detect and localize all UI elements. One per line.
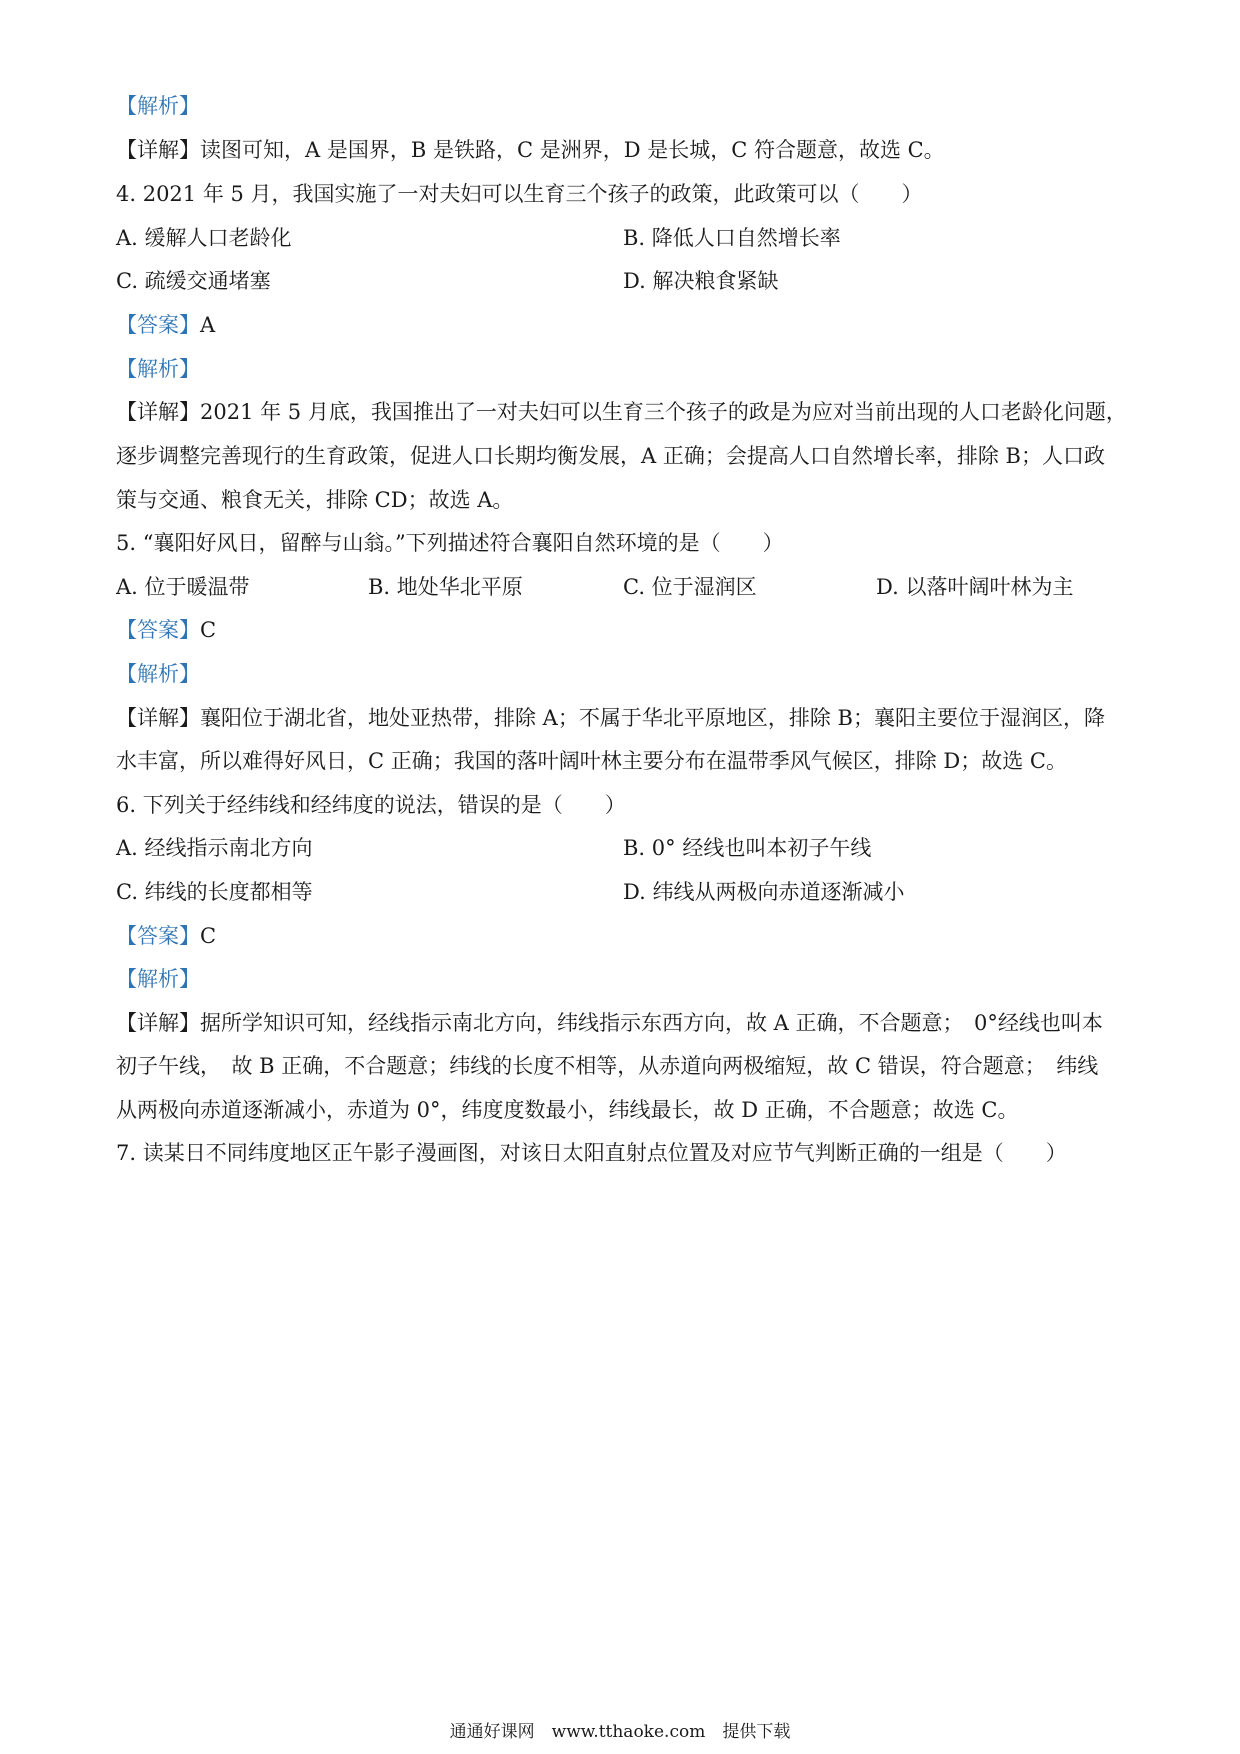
question-5-answer: 【答案】C (116, 618, 217, 642)
option-c: C. 纬线的长度都相等 (116, 880, 313, 904)
detail-text: 读图可知，A 是国界，B 是铁路，C 是洲界，D 是长城，C 符合题意，故选 C。 (200, 138, 945, 162)
question-5-detail-line-1: 【详解】襄阳位于湖北省，地处亚热带，排除 A；不属于华北平原地区，排除 B；襄阳主要位于湿润区，降 (116, 706, 1105, 730)
analysis-heading: 【解析】 (116, 94, 200, 118)
option-b: B. 降低人口自然增长率 (623, 226, 841, 250)
question-5-analysis-heading: 【解析】 (116, 662, 200, 686)
question-4-answer: 【答案】A (116, 313, 216, 337)
question-4-detail-line-3: 策与交通、粮食无关，排除 CD；故选 A。 (116, 488, 514, 512)
question-6-answer: 【答案】C (116, 924, 217, 948)
question-4-options-row-1 (116, 224, 1136, 252)
question-4-analysis-heading: 【解析】 (116, 357, 200, 381)
option-b: B. 地处华北平原 (368, 575, 523, 599)
question-6-detail-line-2: 初子午线， 故 B 正确，不合题意；纬线的长度不相等，从赤道向两极缩短，故 C 错误，符合题意； 纬线 (116, 1054, 1099, 1078)
question-6-options-row-2 (116, 878, 1136, 906)
question-5-detail-line-2: 水丰富，所以难得好风日，C 正确；我国的落叶阔叶林主要分布在温带季风气候区，排除 D；故选 C。 (116, 749, 1067, 773)
question-4-stem: 4. 2021 年 5 月，我国实施了一对夫妇可以生育三个孩子的政策，此政策可以（ ） (116, 182, 923, 206)
option-d: D. 解决粮食紧缺 (623, 269, 779, 293)
detail-paragraph (116, 136, 945, 164)
question-6-analysis-heading: 【解析】 (116, 967, 200, 991)
option-c: C. 位于湿润区 (623, 575, 757, 599)
option-d: D. 纬线从两极向赤道逐渐减小 (623, 880, 905, 904)
option-c: C. 疏缓交通堵塞 (116, 269, 271, 293)
question-6-detail-line-3: 从两极向赤道逐渐减小，赤道为 0°，纬度度数最小，纬线最长，故 D 正确，不合题意；故选 C。 (116, 1098, 1019, 1122)
question-4-detail-line-1: 【详解】2021 年 5 月底，我国推出了一对夫妇可以生育三个孩子的政是为应对当前出现的人口老龄化问题， (116, 400, 1127, 424)
question-6-options-row-1 (116, 834, 1136, 862)
question-5-stem: 5. “襄阳好风日，留醉与山翁。”下列描述符合襄阳自然环境的是（ ） (116, 531, 784, 555)
option-a: A. 经线指示南北方向 (116, 836, 313, 860)
option-a: A. 缓解人口老龄化 (116, 226, 292, 250)
option-d: D. 以落叶阔叶林为主 (876, 575, 1074, 599)
question-4-options-row-2 (116, 267, 1136, 295)
question-5-options-row (116, 573, 1136, 601)
detail-tag: 【详解】 (116, 138, 200, 162)
page-footer: 通通好课网 www.tthaoke.com 提供下载 (449, 1722, 791, 1742)
question-7-stem: 7. 读某日不同纬度地区正午影子漫画图，对该日太阳直射点位置及对应节气判断正确的一组是（ ） (116, 1141, 1067, 1165)
question-4-detail-line-2: 逐步调整完善现行的生育政策，促进人口长期均衡发展，A 正确；会提高人口自然增长率，排除 B；人口政 (116, 444, 1105, 468)
question-6-stem: 6. 下列关于经纬线和经纬度的说法，错误的是（ ） (116, 793, 626, 817)
option-a: A. 位于暖温带 (116, 575, 250, 599)
option-b: B. 0° 经线也叫本初子午线 (623, 836, 872, 860)
question-6-detail-line-1: 【详解】据所学知识可知，经线指示南北方向，纬线指示东西方向，故 A 正确，不合题意； 0°经线也叫本 (116, 1011, 1103, 1035)
